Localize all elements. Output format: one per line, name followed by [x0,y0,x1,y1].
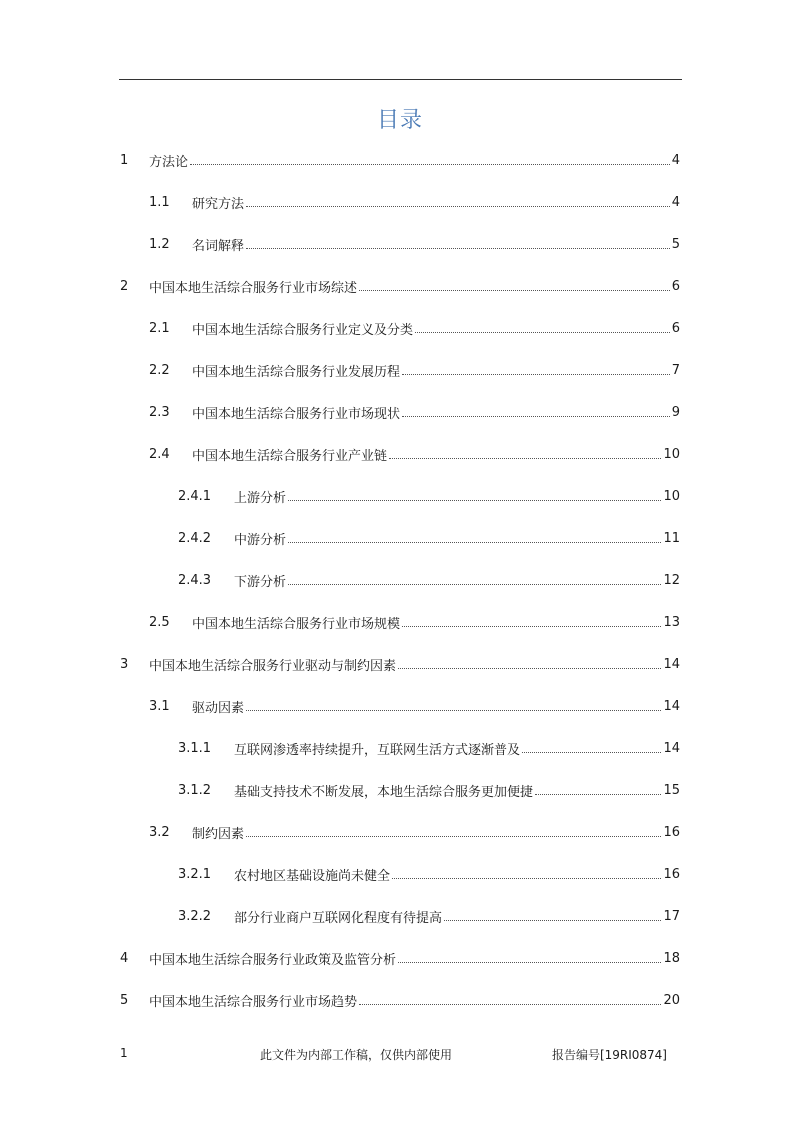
toc-entry-page: 6 [671,278,680,294]
toc-entry-title: 驱动因素 [192,700,245,716]
toc-entry-title: 上游分析 [234,490,287,506]
toc-entry-number: 3.1 [149,698,170,714]
toc-dot-leader [389,457,661,459]
toc-entry-page: 16 [663,866,680,882]
toc-entry[interactable] [149,822,680,842]
toc-entry-title: 互联网渗透率持续提升，互联网生活方式逐渐普及 [234,742,521,758]
toc-entry[interactable] [178,486,680,506]
toc-entry-page: 14 [663,698,680,714]
toc-entry-page: 20 [663,992,680,1008]
toc-dot-leader [288,583,661,585]
toc-entry-title: 中国本地生活综合服务行业定义及分类 [192,322,414,338]
toc-entry-page: 14 [663,656,680,672]
toc-entry-page: 10 [663,488,680,504]
toc-entry-page: 14 [663,740,680,756]
toc-entry[interactable] [120,948,680,968]
toc-entry[interactable] [178,906,680,926]
toc-entry-title: 中国本地生活综合服务行业市场规模 [192,616,401,632]
toc-entry[interactable] [149,696,680,716]
toc-entry-title: 中国本地生活综合服务行业市场综述 [149,280,358,296]
toc-dot-leader [398,667,661,669]
toc-entry-number: 2.4.2 [178,530,212,546]
toc-entry-number: 3.2 [149,824,170,840]
toc-entry[interactable] [149,234,680,254]
toc-entry[interactable] [120,150,680,170]
toc-dot-leader [415,331,670,333]
toc-dot-leader [359,1003,661,1005]
toc-entry-title: 中国本地生活综合服务行业发展历程 [192,364,401,380]
toc-entry[interactable] [149,402,680,422]
toc-dot-leader [392,877,661,879]
toc-entry-title: 中国本地生活综合服务行业市场趋势 [149,994,358,1010]
footer-report-id: 报告编号[19RI0874] [551,1048,667,1062]
toc-entry[interactable] [120,654,680,674]
footer-confidential-note: 此文件为内部工作稿，仅供内部使用 [260,1048,453,1062]
toc-entry-page: 4 [671,194,680,210]
toc-entry-number: 2.3 [149,404,170,420]
toc-dot-leader [190,163,670,165]
toc-entry-number: 1 [120,152,129,168]
toc-entry-page: 15 [663,782,680,798]
toc-entry-page: 4 [671,152,680,168]
toc-entry-page: 6 [671,320,680,336]
toc-dot-leader [246,247,670,249]
toc-dot-leader [246,835,661,837]
toc-entry-page: 12 [663,572,680,588]
toc-entry-page: 17 [663,908,680,924]
toc-dot-leader [246,205,670,207]
toc-entry[interactable] [149,444,680,464]
toc-entry-title: 研究方法 [192,196,245,212]
toc-dot-leader [402,415,670,417]
toc-entry-page: 5 [671,236,680,252]
toc-entry-number: 3 [120,656,129,672]
toc-dot-leader [288,541,661,543]
toc-entry-page: 13 [663,614,680,630]
toc-entry-title: 下游分析 [234,574,287,590]
toc-entry-number: 3.1.2 [178,782,212,798]
toc-entry-number: 3.2.1 [178,866,212,882]
toc-entry-number: 2.4.3 [178,572,212,588]
toc-entry-number: 1.2 [149,236,170,252]
toc-entry-page: 9 [671,404,680,420]
toc-entry[interactable] [120,990,680,1010]
toc-entry-number: 2 [120,278,129,294]
toc-entry-title: 基础支持技术不断发展，本地生活综合服务更加便捷 [234,784,534,800]
toc-dot-leader [444,919,661,921]
toc-entry[interactable] [178,864,680,884]
toc-entry-title: 中国本地生活综合服务行业市场现状 [192,406,401,422]
toc-entry-number: 2.4.1 [178,488,212,504]
toc-entry-title: 中游分析 [234,532,287,548]
toc-entry[interactable] [149,612,680,632]
toc-entry-page: 7 [671,362,680,378]
toc-entry[interactable] [178,738,680,758]
toc-entry-title: 农村地区基础设施尚未健全 [234,868,391,884]
toc-entry-page: 18 [663,950,680,966]
toc-entry-title: 中国本地生活综合服务行业产业链 [192,448,388,464]
toc-title: 目录 [376,108,423,133]
toc-entry-number: 5 [120,992,129,1008]
toc-entry[interactable] [178,528,680,548]
toc-entry-number: 2.4 [149,446,170,462]
toc-dot-leader [246,709,661,711]
toc-entry-page: 11 [663,530,680,546]
toc-entry-number: 4 [120,950,129,966]
toc-entry-title: 中国本地生活综合服务行业驱动与制约因素 [149,658,397,674]
footer-page-number: 1 [120,1046,128,1060]
toc-entry-number: 2.5 [149,614,170,630]
toc-entry-page: 10 [663,446,680,462]
toc-dot-leader [288,499,661,501]
toc-entry[interactable] [178,570,680,590]
toc-entry-number: 3.1.1 [178,740,212,756]
toc-entry-number: 3.2.2 [178,908,212,924]
toc-entry[interactable] [178,780,680,800]
toc-entry-title: 名词解释 [192,238,245,254]
toc-dot-leader [359,289,670,291]
toc-entry-title: 方法论 [149,154,189,170]
toc-entry-title: 中国本地生活综合服务行业政策及监管分析 [149,952,397,968]
toc-dot-leader [398,961,661,963]
toc-entry[interactable] [149,318,680,338]
toc-entry-number: 1.1 [149,194,170,210]
toc-entry[interactable] [120,276,680,296]
toc-entry[interactable] [149,192,680,212]
toc-entry-page: 16 [663,824,680,840]
toc-entry-title: 制约因素 [192,826,245,842]
toc-entry-number: 2.1 [149,320,170,336]
toc-dot-leader [535,793,661,795]
toc-dot-leader [402,373,670,375]
toc-dot-leader [402,625,661,627]
toc-entry-number: 2.2 [149,362,170,378]
toc-entry[interactable] [149,360,680,380]
page-footer [0,1046,800,1066]
toc-entry-title: 部分行业商户互联网化程度有待提高 [234,910,443,926]
toc-dot-leader [522,751,661,753]
